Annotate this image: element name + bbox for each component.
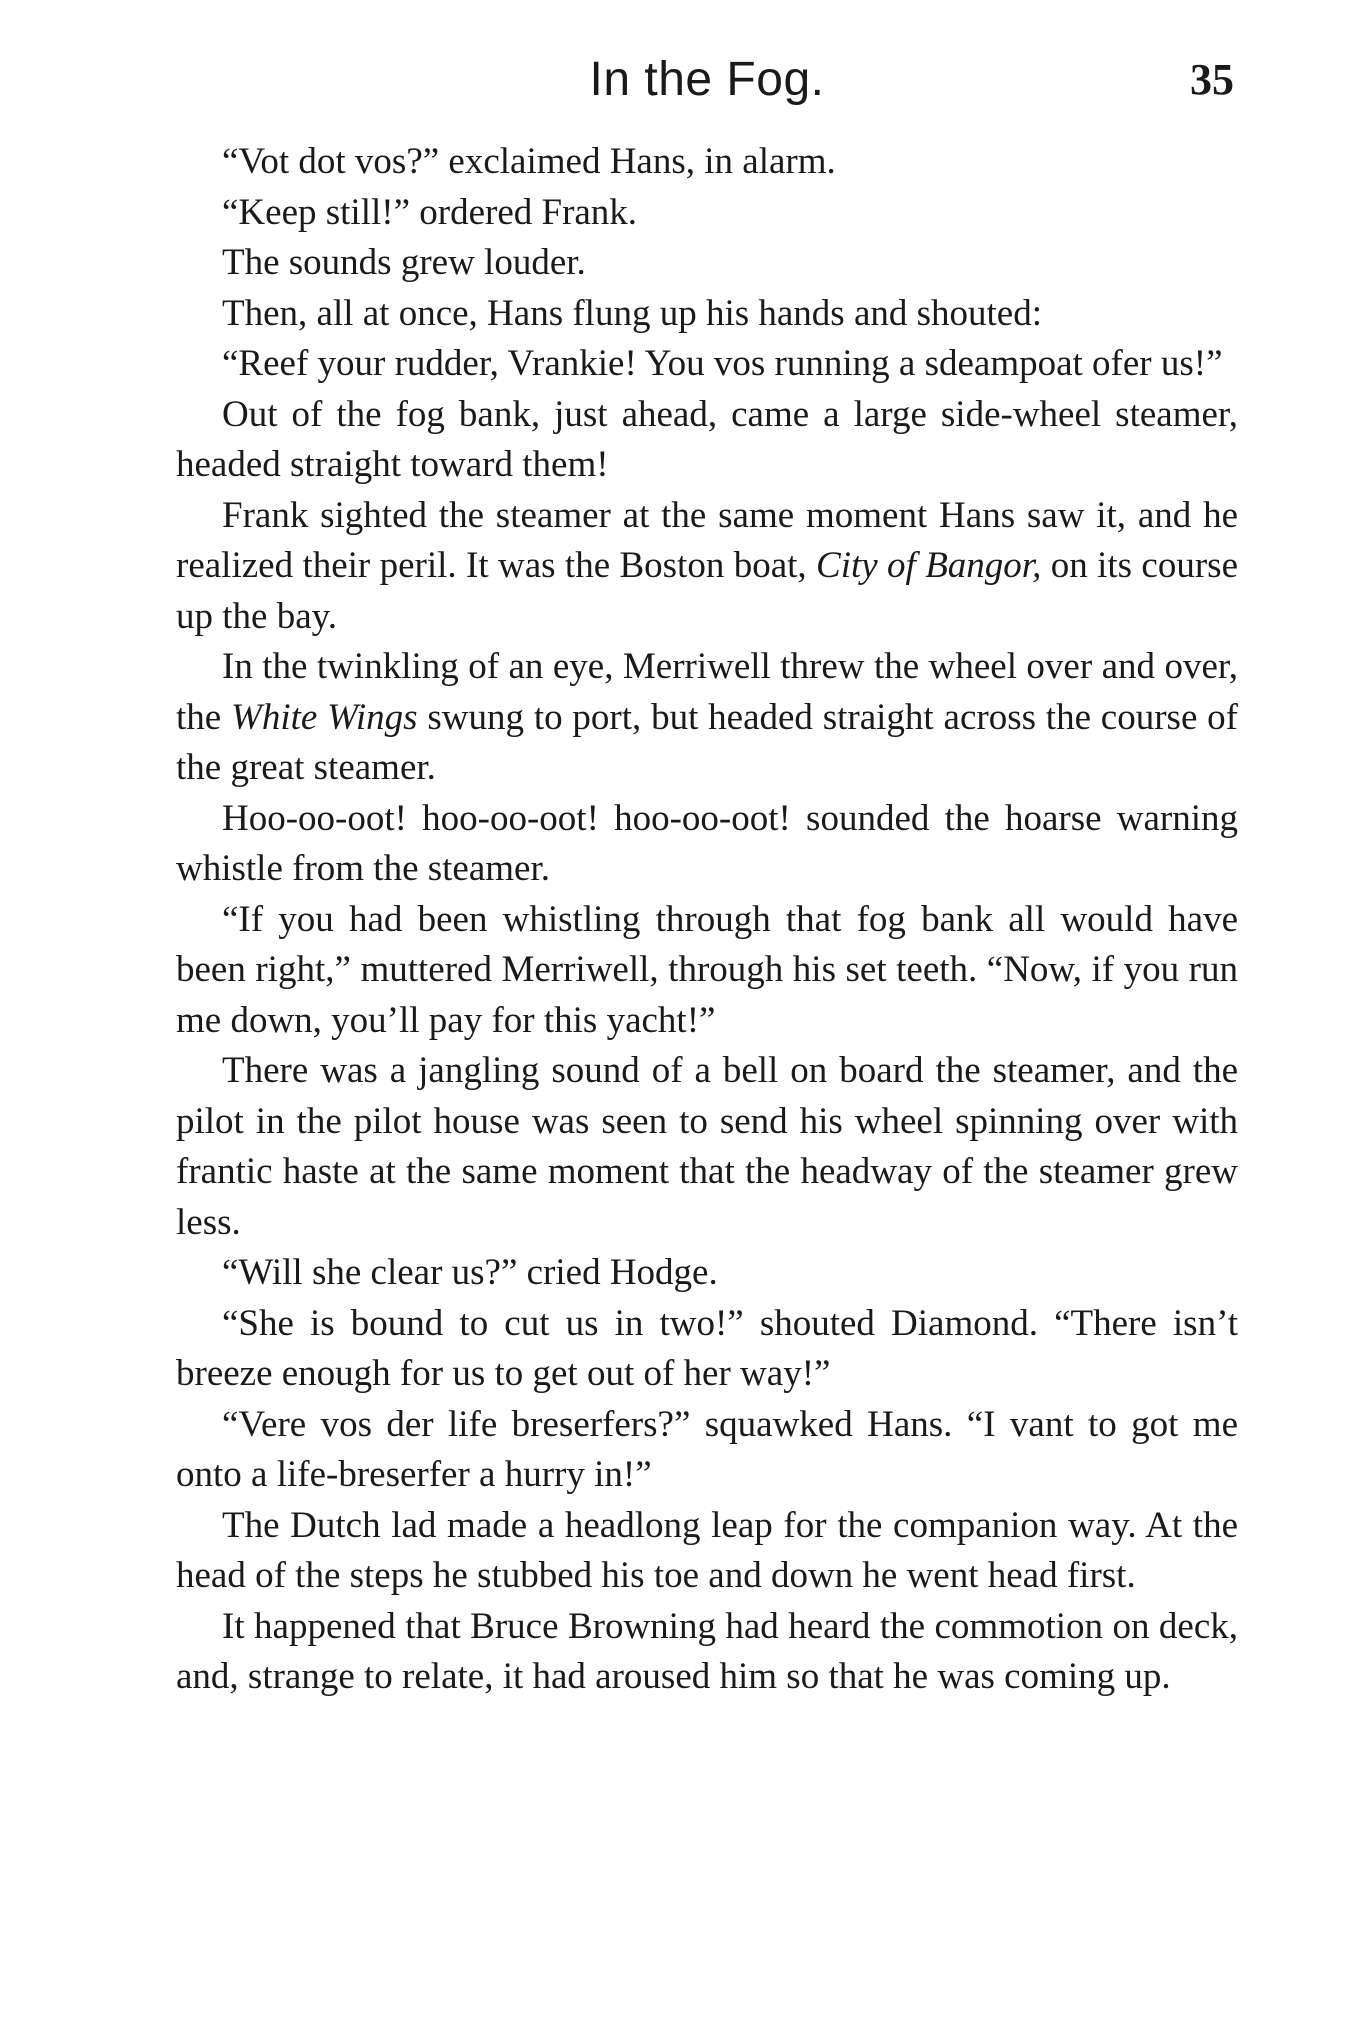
paragraph <box>176 1400 1238 1501</box>
paragraph <box>176 188 1238 239</box>
text-segment: “She is bound to cut us in two!” shouted Diamond. “There isn’t breeze enough for us to get out of her way!” <box>176 1302 1238 1394</box>
paragraph <box>176 289 1238 340</box>
paragraph <box>176 895 1238 1047</box>
text-segment: Out of the fog bank, just ahead, came a large side-wheel steamer, headed straight toward them! <box>176 393 1238 485</box>
paragraph <box>176 339 1238 390</box>
text-segment: “If you had been whistling through that fog bank all would have been right,” muttered Merriwell, through his set teeth. “Now, if you run me down, you’ll pay for this yacht!” <box>176 898 1238 1041</box>
text-segment: Then, all at once, Hans flung up his hands and shouted: <box>222 292 1042 334</box>
text-segment: on its course up the bay. <box>176 545 1238 637</box>
paragraph <box>176 1046 1238 1248</box>
paragraph <box>176 1248 1238 1299</box>
paragraph <box>176 642 1238 794</box>
text-segment: It happened that Bruce Browning had heard the commotion on deck, and, strange to relate, it had aroused him so that he was coming up. <box>176 1605 1238 1697</box>
paragraph <box>176 491 1238 643</box>
paragraph <box>176 1501 1238 1602</box>
paragraph <box>176 390 1238 491</box>
italic-ship-name: City of Bangor, <box>816 545 1042 586</box>
text-segment: The Dutch lad made a headlong leap for the companion way. At the head of the steps he stubbed his toe and down he went head first. <box>176 1504 1238 1596</box>
body-text <box>176 137 1238 1703</box>
text-segment: “Vot dot vos?” exclaimed Hans, in alarm. <box>222 141 836 182</box>
paragraph <box>176 137 1238 188</box>
italic-yacht-name: White Wings <box>231 696 418 738</box>
text-segment: The sounds grew louder. <box>222 242 586 283</box>
running-head <box>176 48 1238 112</box>
page-title: In the Fog. <box>589 53 825 106</box>
text-segment: “Vere vos der life breserfers?” squawked Hans. “I vant to got me onto a life-breserfer a hurry in!” <box>176 1403 1238 1495</box>
text-segment: Hoo-oo-oot! hoo-oo-oot! hoo-oo-oot! sounded the hoarse warning whistle from the steamer. <box>176 797 1238 889</box>
text-segment: “Reef your rudder, Vrankie! You vos running a sdeampoat ofer us!” <box>222 343 1223 384</box>
paragraph <box>176 794 1238 895</box>
paragraph <box>176 238 1238 289</box>
text-segment: In the twinkling of an eye, Merriwell threw the wheel over and over, the <box>176 646 1238 738</box>
paragraph <box>176 1299 1238 1400</box>
text-segment: Frank sighted the steamer at the same moment Hans saw it, and he realized their peril. It was the Boston boat, <box>176 494 1238 586</box>
paragraph <box>176 1602 1238 1703</box>
page-number: 35 <box>1190 55 1234 104</box>
text-segment: There was a jangling sound of a bell on board the steamer, and the pilot in the pilot house was seen to send his wheel spinning over with frantic haste at the same moment that the headway of the steamer grew less. <box>176 1050 1238 1243</box>
text-segment: “Will she clear us?” cried Hodge. <box>222 1252 718 1293</box>
text-segment: swung to port, but headed straight across the course of the great steamer. <box>176 696 1238 788</box>
text-segment: “Keep still!” ordered Frank. <box>222 191 638 233</box>
